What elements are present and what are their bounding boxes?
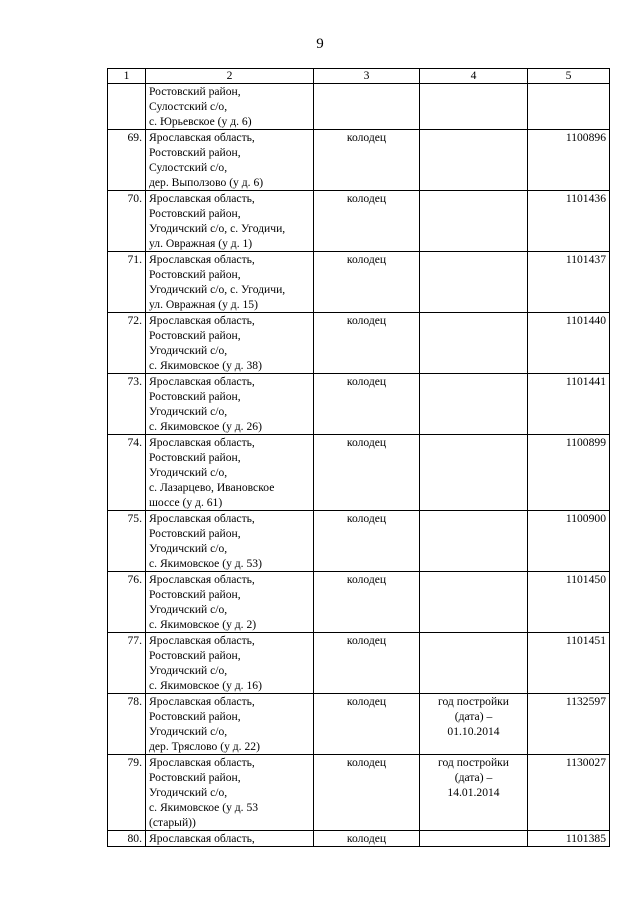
row-type-cell: колодец xyxy=(314,252,420,313)
row-code-cell: 1101385 xyxy=(528,831,610,847)
table-row xyxy=(108,252,610,313)
row-number-cell: 75. xyxy=(108,511,146,572)
row-note-cell xyxy=(420,191,528,252)
column-header-type: 3 xyxy=(314,69,420,84)
row-note-cell xyxy=(420,84,528,130)
row-note-cell xyxy=(420,511,528,572)
page-number: 9 xyxy=(316,36,324,52)
table-row xyxy=(108,694,610,755)
row-type-cell: колодец xyxy=(314,191,420,252)
row-code-cell: 1100900 xyxy=(528,511,610,572)
row-number-cell: 72. xyxy=(108,313,146,374)
row-type-cell: колодец xyxy=(314,633,420,694)
row-location-cell: Ярославская область, Ростовский район, Угодичский с/о, с. Угодичи, ул. Овражная (у д. 15) xyxy=(146,252,314,313)
row-number-cell: 74. xyxy=(108,435,146,511)
row-location-cell: Ярославская область, Ростовский район, Сулостский с/о, дер. Выползово (у д. 6) xyxy=(146,130,314,191)
row-number-cell: 79. xyxy=(108,755,146,831)
row-number-cell: 70. xyxy=(108,191,146,252)
row-code-cell: 1101440 xyxy=(528,313,610,374)
row-code-cell: 1100899 xyxy=(528,435,610,511)
row-location-cell: Ярославская область, Ростовский район, Угодичский с/о, с. Лазарцево, Ивановское шоссе (у д. 61) xyxy=(146,435,314,511)
row-code-cell: 1132597 xyxy=(528,694,610,755)
column-header-note: 4 xyxy=(420,69,528,84)
row-code-cell: 1101451 xyxy=(528,633,610,694)
row-code-cell: 1101441 xyxy=(528,374,610,435)
table-row xyxy=(108,84,610,130)
row-location-cell: Ярославская область, Ростовский район, Угодичский с/о, с. Якимовское (у д. 2) xyxy=(146,572,314,633)
row-note-cell xyxy=(420,633,528,694)
row-location-cell: Ростовский район, Сулостский с/о, с. Юрьевское (у д. 6) xyxy=(146,84,314,130)
row-number-cell: 80. xyxy=(108,831,146,847)
row-type-cell: колодец xyxy=(314,755,420,831)
row-type-cell: колодец xyxy=(314,130,420,191)
row-code-cell: 1100896 xyxy=(528,130,610,191)
row-number-cell xyxy=(108,84,146,130)
row-code-cell: 1101450 xyxy=(528,572,610,633)
row-number-cell: 69. xyxy=(108,130,146,191)
row-code-cell: 1101436 xyxy=(528,191,610,252)
row-note-cell: год постройки (дата) – 14.01.2014 xyxy=(420,755,528,831)
row-number-cell: 77. xyxy=(108,633,146,694)
row-note-cell xyxy=(420,313,528,374)
table-header-row xyxy=(108,69,610,84)
row-type-cell: колодец xyxy=(314,374,420,435)
row-location-cell: Ярославская область, Ростовский район, Угодичский с/о, с. Якимовское (у д. 53 (старый)) xyxy=(146,755,314,831)
row-note-cell xyxy=(420,572,528,633)
table-row xyxy=(108,831,610,847)
register-table xyxy=(107,68,610,847)
row-type-cell: колодец xyxy=(314,313,420,374)
row-location-cell: Ярославская область, Ростовский район, Угодичский с/о, с. Угодичи, ул. Овражная (у д. 1) xyxy=(146,191,314,252)
row-note-cell xyxy=(420,252,528,313)
row-note-cell: год постройки (дата) – 01.10.2014 xyxy=(420,694,528,755)
row-type-cell: колодец xyxy=(314,435,420,511)
row-number-cell: 76. xyxy=(108,572,146,633)
row-location-cell: Ярославская область, xyxy=(146,831,314,847)
row-location-cell: Ярославская область, Ростовский район, Угодичский с/о, с. Якимовское (у д. 53) xyxy=(146,511,314,572)
table-row xyxy=(108,374,610,435)
table-row xyxy=(108,755,610,831)
table-row xyxy=(108,313,610,374)
table-row xyxy=(108,435,610,511)
table-row xyxy=(108,511,610,572)
row-note-cell xyxy=(420,435,528,511)
table-row xyxy=(108,130,610,191)
row-note-cell xyxy=(420,374,528,435)
row-number-cell: 78. xyxy=(108,694,146,755)
row-code-cell xyxy=(528,84,610,130)
table-row xyxy=(108,633,610,694)
row-number-cell: 73. xyxy=(108,374,146,435)
row-location-cell: Ярославская область, Ростовский район, Угодичский с/о, дер. Тряслово (у д. 22) xyxy=(146,694,314,755)
column-header-location: 2 xyxy=(146,69,314,84)
row-note-cell xyxy=(420,130,528,191)
table-row xyxy=(108,572,610,633)
row-note-cell xyxy=(420,831,528,847)
row-location-cell: Ярославская область, Ростовский район, Угодичский с/о, с. Якимовское (у д. 16) xyxy=(146,633,314,694)
row-location-cell: Ярославская область, Ростовский район, Угодичский с/о, с. Якимовское (у д. 26) xyxy=(146,374,314,435)
row-code-cell: 1130027 xyxy=(528,755,610,831)
row-number-cell: 71. xyxy=(108,252,146,313)
column-header-number: 1 xyxy=(108,69,146,84)
table-row xyxy=(108,191,610,252)
row-type-cell: колодец xyxy=(314,572,420,633)
row-type-cell: колодец xyxy=(314,694,420,755)
column-header-code: 5 xyxy=(528,69,610,84)
row-code-cell: 1101437 xyxy=(528,252,610,313)
row-type-cell: колодец xyxy=(314,831,420,847)
row-location-cell: Ярославская область, Ростовский район, Угодичский с/о, с. Якимовское (у д. 38) xyxy=(146,313,314,374)
row-type-cell xyxy=(314,84,420,130)
row-type-cell: колодец xyxy=(314,511,420,572)
